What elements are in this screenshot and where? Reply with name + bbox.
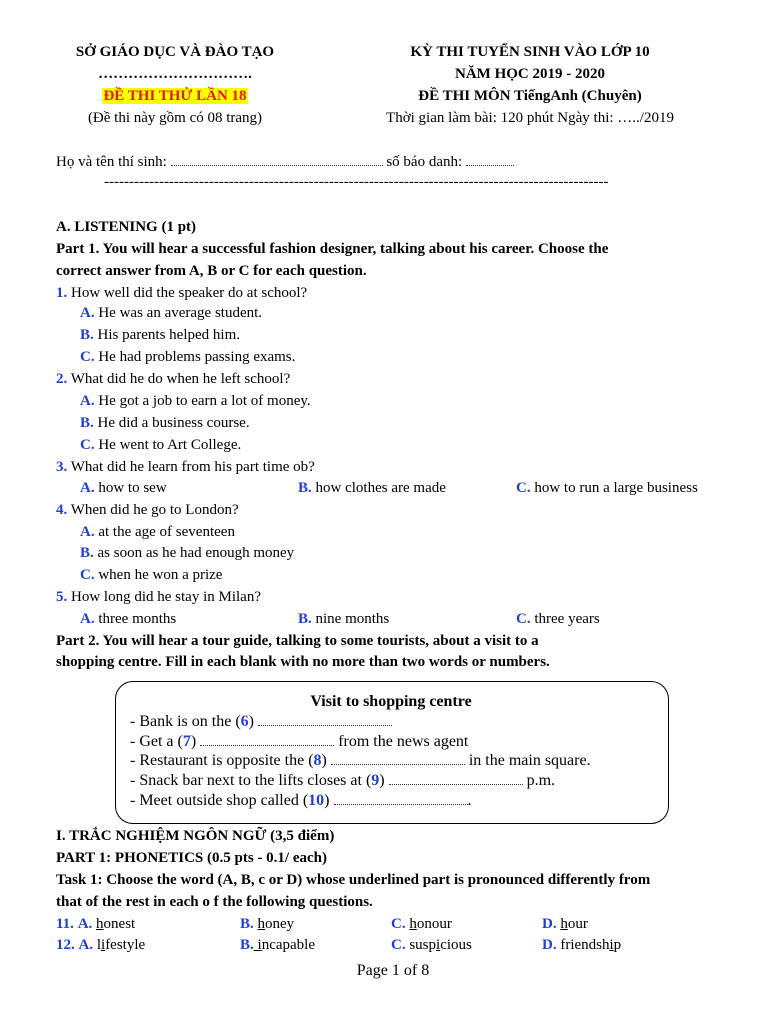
box-item-9 (130, 771, 555, 791)
answer-blank-8[interactable] (331, 752, 465, 765)
option-letter: B. (240, 937, 254, 953)
option-letter: B. (80, 545, 94, 561)
box-title: Visit to shopping centre (310, 693, 472, 710)
option-letter: A. (80, 480, 95, 496)
section1-title: I. TRẮC NGHIỆM NGÔN NGỮ (3,5 điểm) (56, 828, 335, 844)
q4-option-a[interactable] (80, 522, 235, 542)
item-text: from the news agent (338, 733, 469, 750)
underlined-part: i (101, 937, 106, 953)
question-4 (56, 500, 239, 520)
q1-option-c[interactable] (80, 347, 295, 367)
option-text: He was an average student. (98, 305, 263, 321)
question-number: 5. (56, 589, 68, 605)
q11-option-b[interactable] (240, 914, 294, 934)
word-start: friendsh (560, 937, 610, 953)
q12-option-b[interactable] (240, 935, 315, 955)
question-5 (56, 587, 261, 607)
box-item-8 (130, 751, 591, 771)
option-text: nine months (315, 611, 390, 627)
listening-title: A. LISTENING (1 pt) (56, 219, 197, 235)
option-text: His parents helped him. (97, 327, 240, 343)
option-text: how to sew (98, 480, 167, 496)
underlined-part: i (436, 937, 441, 953)
candidate-number-label: số báo danh: (386, 154, 463, 170)
question-number: 1. (56, 285, 68, 301)
option-text: at the age of seventeen (98, 524, 235, 540)
option-letter: C. (391, 916, 406, 932)
option-letter: C. (80, 567, 95, 583)
department-dots: …………………………. (98, 66, 252, 82)
option-text: three years (534, 611, 600, 627)
phonetics-part-title: PART 1: PHONETICS (0.5 pts - 0.1/ each) (56, 850, 328, 866)
item-text: - Meet outside shop called ( (130, 792, 309, 809)
option-letter: B. (298, 611, 312, 627)
option-letter: A. (80, 524, 95, 540)
exam-label-wrap (40, 88, 310, 105)
item-text: p.m. (526, 772, 556, 789)
word-rest: onour (416, 916, 452, 932)
option-letter: A. (80, 611, 95, 627)
q2-option-b[interactable] (80, 413, 250, 433)
item-text: - Snack bar next to the lifts closes at ( (130, 772, 372, 789)
question-2 (56, 369, 290, 389)
option-letter: A. (78, 937, 94, 953)
blank-number: 6 (240, 713, 249, 730)
q5-option-b[interactable] (298, 609, 389, 629)
candidate-number-blank[interactable] (466, 153, 514, 166)
q1-option-b[interactable] (80, 325, 240, 345)
pages-note: (Đề thi này gồm có 08 trang) (87, 110, 263, 126)
school-year: NĂM HỌC 2019 - 2020 (455, 66, 605, 82)
candidate-line (56, 153, 514, 171)
page-number: Page 1 of 8 (356, 962, 430, 979)
word-start: susp (409, 937, 437, 953)
word-start: l (96, 937, 102, 953)
q4-option-c[interactable] (80, 565, 222, 585)
option-text: as soon as he had enough money (97, 545, 295, 561)
item-text: ) (248, 713, 254, 730)
question-text: When did he go to London? (70, 502, 239, 518)
question-text: What did he do when he left school? (70, 371, 291, 387)
question-number: 11. (56, 916, 74, 932)
answer-blank-9[interactable] (389, 772, 523, 785)
answer-blank-10[interactable] (334, 792, 468, 805)
part1-instruction-line1: Part 1. You will hear a successful fashion designer, talking about his career. Choose the (56, 241, 609, 257)
underlined-part: h (409, 916, 417, 932)
department-name: SỞ GIÁO DỤC VÀ ĐÀO TẠO (75, 44, 275, 60)
underlined-part: h (560, 916, 568, 932)
option-letter: B. (80, 327, 94, 343)
option-letter: B. (80, 415, 94, 431)
box-item-10 (130, 791, 472, 811)
q3-option-a[interactable] (80, 478, 167, 498)
candidate-name-label: Họ và tên thí sinh: (56, 154, 167, 170)
word-rest: ncapable (261, 937, 315, 953)
option-letter: C. (80, 349, 95, 365)
q3-option-b[interactable] (298, 478, 446, 498)
candidate-name-blank[interactable] (171, 153, 383, 166)
question-11 (56, 914, 135, 934)
option-text: He got a job to earn a lot of money. (98, 393, 311, 409)
item-text: ) (321, 752, 327, 769)
underlined-part: i (609, 937, 614, 953)
item-text: in the main square. (468, 752, 591, 769)
answer-blank-6[interactable] (258, 713, 392, 726)
q4-option-b[interactable] (80, 543, 294, 563)
option-text: how to run a large business (534, 480, 698, 496)
question-number: 12. (56, 937, 75, 953)
q12-option-d[interactable] (542, 935, 621, 955)
item-text: ) (190, 733, 197, 750)
box-item-7 (130, 732, 468, 752)
question-number: 3. (56, 459, 68, 475)
blank-number: 9 (371, 772, 380, 789)
answer-blank-7[interactable] (200, 733, 334, 746)
option-text: He had problems passing exams. (98, 349, 296, 365)
underlined-part: i (253, 937, 262, 953)
question-number: 2. (56, 371, 68, 387)
option-letter: B. (240, 916, 254, 932)
word-rest: p (613, 937, 622, 953)
item-text: - Restaurant is opposite the ( (130, 752, 314, 769)
option-letter: A. (77, 916, 93, 932)
part2-instruction-line1: Part 2. You will hear a tour guide, talking to some tourists, about a visit to a (56, 633, 539, 649)
q5-option-c[interactable] (516, 609, 600, 629)
option-letter: B. (298, 480, 312, 496)
option-text: how clothes are made (315, 480, 446, 496)
q11-option-d[interactable] (542, 914, 588, 934)
blank-number: 10 (308, 792, 325, 809)
word-rest: onest (103, 916, 136, 932)
q12-option-c[interactable] (391, 935, 472, 955)
underlined-part: h (257, 916, 266, 932)
option-letter: C. (516, 480, 531, 496)
separator-line: ----------------------------------------------------------------------------------------------------- (104, 174, 609, 190)
item-text: ) (379, 772, 385, 789)
exam-attempt-label: ĐỀ THI THỬ LẦN 18 (103, 88, 247, 104)
task1-instruction-line1: Task 1: Choose the word (A, B, c or D) whose underlined part is pronounced differently from (56, 872, 651, 888)
q2-option-c[interactable] (80, 435, 241, 455)
question-12 (56, 935, 145, 955)
blank-number: 7 (182, 733, 191, 750)
blank-number: 8 (313, 752, 322, 769)
option-text: He went to Art College. (98, 437, 242, 453)
option-letter: A. (80, 393, 95, 409)
part2-instruction-line2: shopping centre. Fill in each blank with no more than two words or numbers. (56, 654, 550, 670)
item-text: - Get a ( (130, 733, 183, 750)
q2-option-a[interactable] (80, 391, 311, 411)
item-text: ) (324, 792, 330, 809)
word-rest: festyle (105, 937, 146, 953)
option-letter: A. (80, 305, 95, 321)
option-text: when he won a prize (98, 567, 223, 583)
word-rest: oney (265, 916, 295, 932)
option-text: three months (98, 611, 177, 627)
q5-option-a[interactable] (80, 609, 176, 629)
box-item-6 (130, 712, 392, 732)
question-number: 4. (56, 502, 68, 518)
task1-instruction-line2: that of the rest in each o f the following questions. (56, 894, 373, 910)
option-text: He did a business course. (97, 415, 250, 431)
exam-time: Thời gian làm bài: 120 phút Ngày thi: …../2019 (386, 110, 674, 126)
q11-option-a[interactable] (96, 916, 135, 932)
exam-title: KỲ THI TUYỂN SINH VÀO LỚP 10 (410, 44, 650, 60)
option-letter: C. (391, 937, 406, 953)
word-rest: cious (440, 937, 472, 953)
question-text: How well did the speaker do at school? (71, 285, 308, 301)
question-text: How long did he stay in Milan? (71, 589, 261, 605)
underlined-part: h (96, 916, 104, 932)
item-text: . (467, 792, 472, 809)
option-letter: D. (542, 916, 557, 932)
item-text: - Bank is on the ( (130, 713, 241, 730)
word-rest: our (567, 916, 588, 932)
question-text: What did he learn from his part time ob? (70, 459, 315, 475)
exam-subject: ĐỀ THI MÔN TiếngAnh (Chuyên) (418, 88, 642, 104)
question-1 (56, 283, 307, 303)
q11-option-c[interactable] (391, 914, 452, 934)
option-letter: D. (542, 937, 557, 953)
q1-option-a[interactable] (80, 303, 262, 323)
question-3 (56, 457, 315, 477)
option-letter: C. (516, 611, 531, 627)
option-letter: C. (80, 437, 95, 453)
part1-instruction-line2: correct answer from A, B or C for each question. (56, 263, 367, 279)
q12-option-a[interactable] (97, 937, 145, 953)
q3-option-c[interactable] (516, 478, 698, 498)
